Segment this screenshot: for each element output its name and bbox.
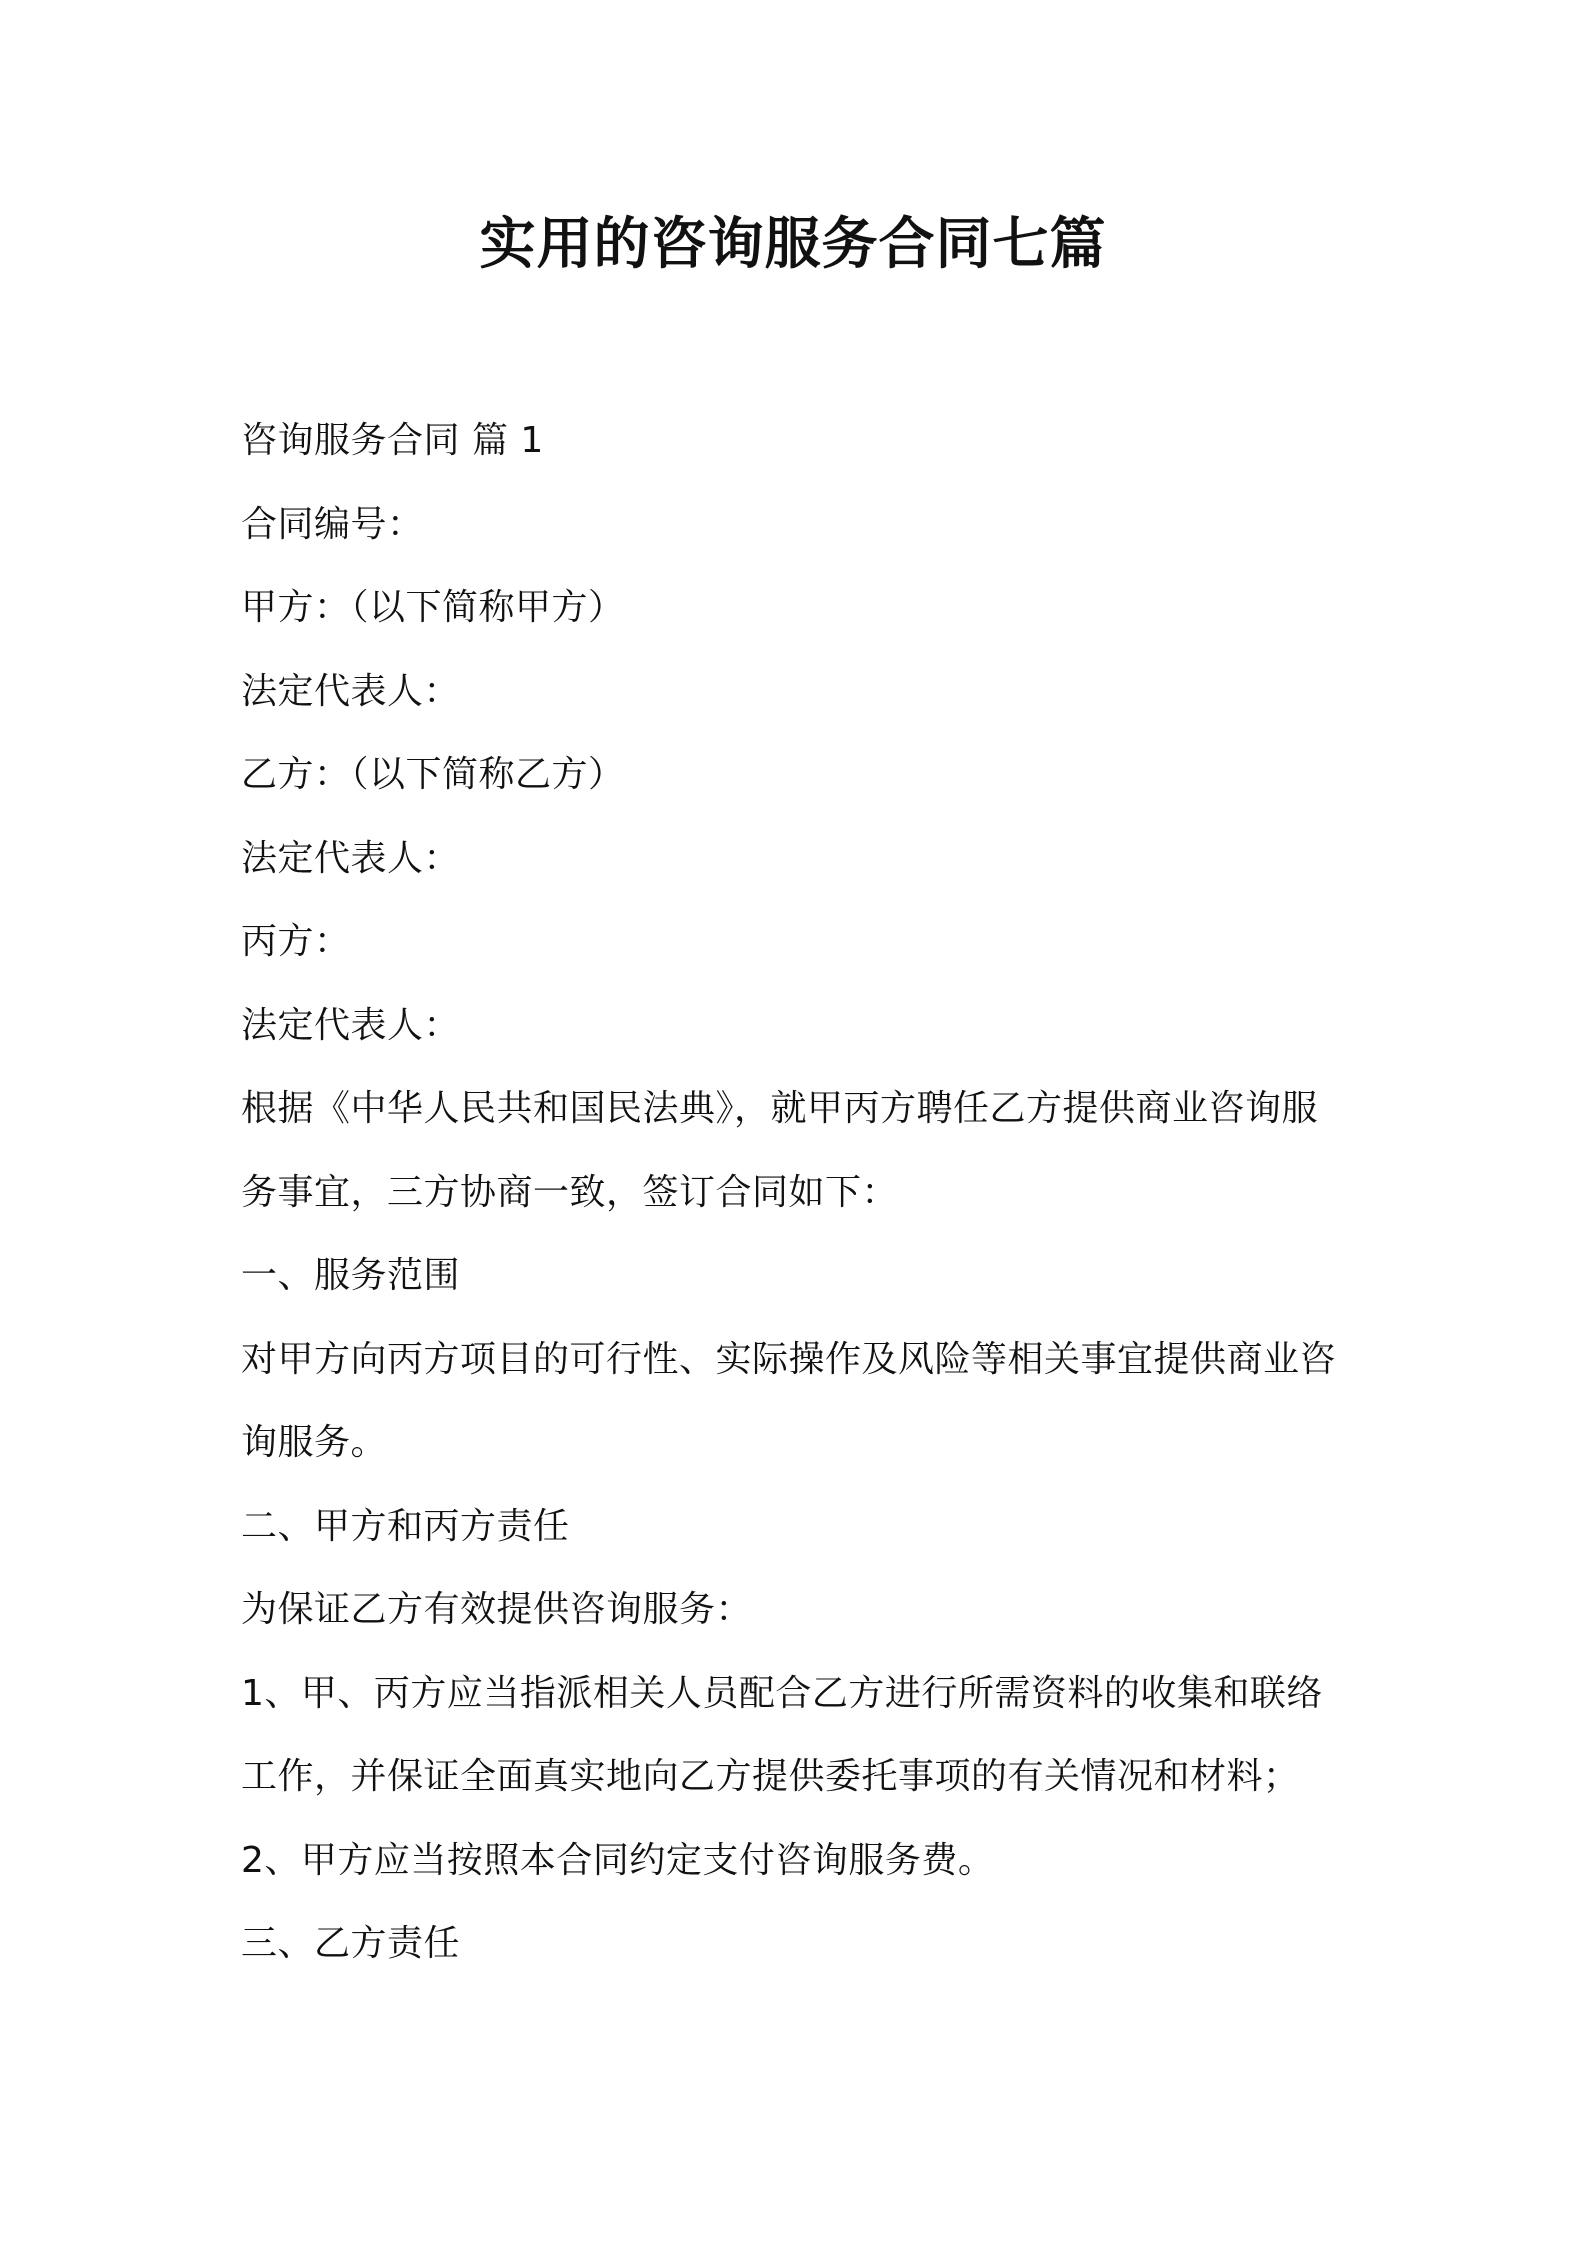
party-c-representative-line: 法定代表人： bbox=[241, 1004, 461, 1046]
party-c-line: 丙方： bbox=[241, 921, 351, 962]
clause-1-paragraph-line-2: 询服务。 bbox=[241, 1422, 388, 1463]
clause-2-item-2: 2、甲方应当按照本合同约定支付咨询服务费。 bbox=[241, 1839, 995, 1881]
document-title: 实用的咨询服务合同七篇 bbox=[479, 212, 1107, 277]
clause-3-heading: 三、乙方责任 bbox=[241, 1923, 461, 1964]
preamble-paragraph-line-2: 务事宜，三方协商一致，签订合同如下： bbox=[241, 1171, 899, 1213]
contract-number-line: 合同编号： bbox=[241, 503, 424, 545]
preamble-paragraph-line-1: 根据《中华人民共和国民法典》，就甲丙方聘任乙方提供商业咨询服 bbox=[241, 1088, 1319, 1129]
party-a-representative-line: 法定代表人： bbox=[241, 670, 461, 712]
party-a-line: 甲方：（以下简称甲方） bbox=[241, 587, 625, 628]
clause-2-item-1-line-2: 工作，并保证全面真实地向乙方提供委托事项的有关情况和材料； bbox=[241, 1756, 1300, 1797]
clause-1-heading: 一、服务范围 bbox=[241, 1255, 461, 1296]
document-body bbox=[241, 399, 1361, 1986]
clause-2-item-1-line-1: 1、甲、丙方应当指派相关人员配合乙方进行所需资料的收集和联络 bbox=[241, 1672, 1323, 1714]
clause-1-paragraph-line-1: 对甲方向丙方项目的可行性、实际操作及风险等相关事宜提供商业咨 bbox=[241, 1338, 1337, 1380]
party-b-representative-line: 法定代表人： bbox=[241, 837, 461, 879]
clause-2-heading: 二、甲方和丙方责任 bbox=[241, 1505, 570, 1547]
clause-2-intro: 为保证乙方有效提供咨询服务： bbox=[241, 1589, 753, 1630]
party-b-line: 乙方：（以下简称乙方） bbox=[241, 754, 625, 795]
section-heading-pian-1: 咨询服务合同 篇 1 bbox=[241, 420, 544, 461]
